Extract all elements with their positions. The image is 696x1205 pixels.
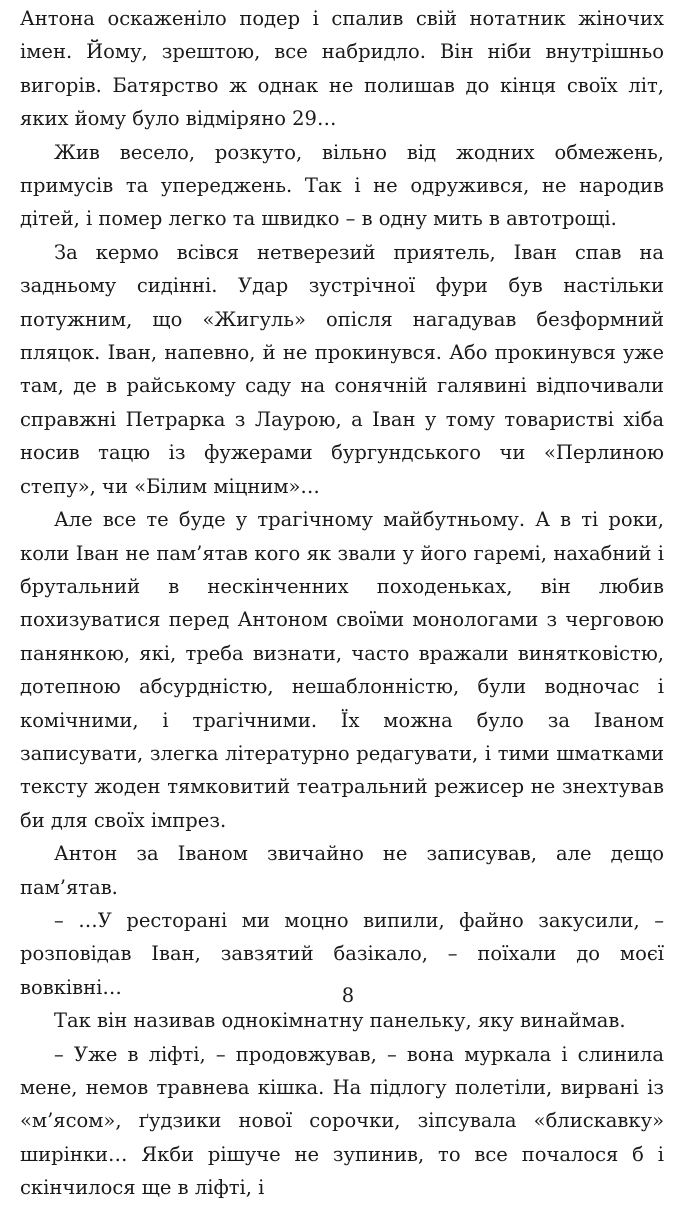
paragraph-4: Але все те буде у трагічному майбутньому. А в ті роки, коли Іван не пам’ятав кого як звали у його гаремі, нахабний і брутальний в нескінченних походеньках, він любив похизуватися перед Антоном своїми монологами з черговою панянкою, які, треба визнати, часто вражали винятковістю, дотепною абсурдністю, нешаблонністю, були водночас і комічними, і трагічними. Їх можна було за Іваном записувати, злегка літературно редагувати, і тими шматками тексту жоден тямковитий театральний режисер не знехтував би для своїх імпрез.	[20, 508, 664, 832]
paragraph-5: Антон за Іваном звичайно не записував, але дещо пам’ятав.	[20, 842, 664, 899]
paragraph-2: Жив весело, розкуто, вільно від жодних обмежень, примусів та упереджень. Так і не одружився, не народив дітей, і помер легко та швидко – в одну мить в автотрощі.	[20, 140, 664, 231]
paragraph-6: – …У ресторані ми моцно випили, файно закусили, – розповідав Іван, завзятий базікало, – поїхали до моєї вовківні…	[20, 908, 664, 999]
page-number: 8	[341, 984, 355, 1007]
paragraph-3: За кермо всівся нетверезий приятель, Іван спав на задньому сидінні. Удар зустрічної фури був настільки потужним, що «Жигуль» опісля нагадував безформний пляцок. Іван, напевно, й не прокинувся. Або прокинувся уже там, де в райському саду на сонячній галявині відпочивали справжні Петрарка з Лаурою, а Іван у тому товаристві хіба носив тацю із фужерами бургундського чи «Перлиною степу», чи «Білим міцним»…	[20, 240, 664, 498]
paragraph-7: Так він називав однокімнатну панельку, яку винаймав.	[54, 1009, 626, 1033]
book-page-text	[20, 2, 664, 1205]
paragraph-1: Антона оскаженіло подер і спалив свій нотатник жіночих імен. Йому, зрештою, все набридло. Він ніби внутрішньо вигорів. Батярство ж однак не полишав до кінця своїх літ, яких йому було відміряно 29…	[20, 7, 664, 131]
paragraph-8: – Уже в ліфті, – продовжував, – вона муркала і слинила мене, немов травнева кішка. На підлогу полетіли, вирвані із «м’ясом», ґудзики нової сорочки, зіпсувала «блискавку» ширінки… Якби рішуче не зупинив, то все почалося б і скінчилося ще в ліфті, і	[20, 1042, 664, 1200]
